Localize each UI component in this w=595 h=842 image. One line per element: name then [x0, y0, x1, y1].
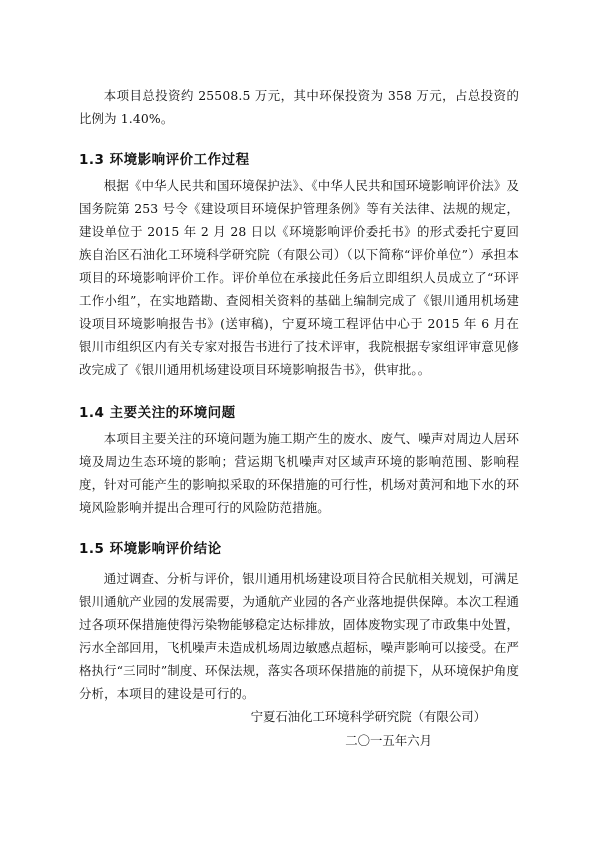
section-1-5-heading: 1.5 环境影响评价结论 [79, 541, 222, 557]
section-1-3-paragraph: 根据《中华人民共和国环境保护法》、《中华人民共和国环境影响评价法》及国务院第 253 号令《建设项目环境保护管理条例》等有关法律、法规的规定，建设单位于 2015 年 2 月 28 日以《环境影响评价委托书》的形式委托宁夏回族自治区石油化工环境科学研究院（有限公司）（以下简称“评价单位”）承担本项目的环境影响评价工作。评价单位在承接此任务后立即组织人员成立了“环评工作小组”，在实地踏勘、查阅相关资料的基础上编制完成了《银川通用机场建设项目环境影响报告书》(送审稿)，宁夏环境工程评估中心于 2015 年 6 月在银川市组织区内有关专家对报告书进行了技术评审，我院根据专家组评审意见修改完成了《银川通用机场建设项目环境影响报告书》，供审批。。 [79, 178, 519, 377]
signature-organization: 宁夏石油化工环境科学研究院（有限公司） [250, 709, 486, 724]
section-1-5-paragraph: 通过调查、分析与评价，银川通用机场建设项目符合民航相关规划，可满足银川通航产业园的发展需要，为通航产业园的各产业落地提供保障。本次工程通过各项环保措施使得污染物能够稳定达标排放，固体废物实现了市政集中处置，污水全部回用，飞机噪声未造成机场周边敏感点超标，噪声影响可以接受。在严格执行“三同时”制度、环保法规，落实各项环保措施的前提下，从环境保护角度分析，本项目的建设是可行的。 [79, 571, 519, 701]
document-page [79, 84, 519, 753]
intro-paragraph: 本项目总投资约 25508.5 万元，其中环保投资为 358 万元，占总投资的比例为 1.40%。 [79, 88, 519, 126]
section-1-4-heading: 1.4 主要关注的环境问题 [79, 405, 236, 421]
section-1-4-paragraph: 本项目主要关注的环境问题为施工期产生的废水、废气、噪声对周边人居环境及周边生态环境的影响；营运期飞机噪声对区域声环境的影响范围、影响程度，针对可能产生的影响拟采取的环保措施的可行性，机场对黄河和地下水的环境风险影响并提出合理可行的风险防范措施。 [79, 431, 519, 515]
section-1-3-heading: 1.3 环境影响评价工作过程 [79, 152, 250, 168]
signature-date: 二〇一五年六月 [345, 733, 432, 748]
